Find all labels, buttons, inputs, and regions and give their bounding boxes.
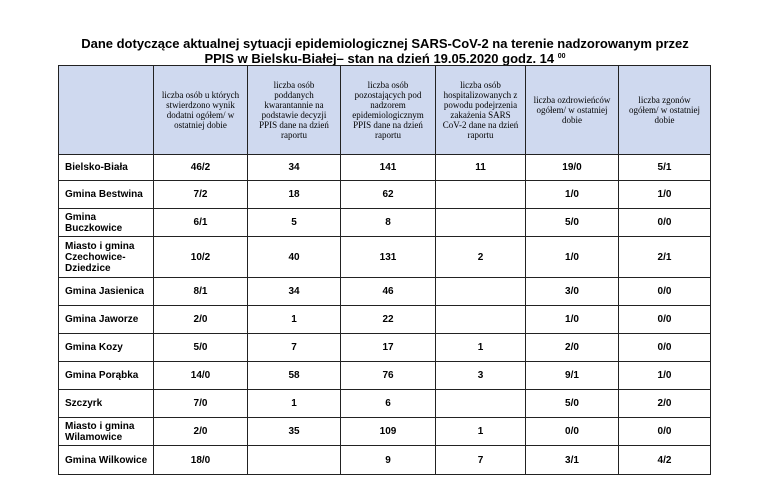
cell-recovered: 9/1 [526,362,619,390]
table-header-row [59,66,711,155]
cell-supervision: 22 [341,306,436,334]
header-deaths: liczba zgonów ogółem/ w ostatniej dobie [619,66,711,155]
cell-deaths: 0/0 [619,418,711,446]
cell-quarantine: 58 [248,362,341,390]
epidemiology-table [58,65,711,475]
cell-hospitalized [436,278,526,306]
cell-deaths: 0/0 [619,306,711,334]
report-time-superscript: 00 [557,53,566,60]
table-row [59,334,711,362]
cell-quarantine: 34 [248,155,341,181]
cell-recovered: 1/0 [526,237,619,278]
cell-deaths: 4/2 [619,446,711,475]
cell-quarantine: 1 [248,306,341,334]
cell-positive: 7/0 [154,390,248,418]
cell-supervision: 46 [341,278,436,306]
row-name: Bielsko-Biała [59,155,154,181]
cell-hospitalized: 7 [436,446,526,475]
cell-deaths: 0/0 [619,278,711,306]
cell-hospitalized: 3 [436,362,526,390]
table-row [59,418,711,446]
row-name: Gmina Jaworze [59,306,154,334]
cell-recovered: 2/0 [526,334,619,362]
row-name: Gmina Kozy [59,334,154,362]
cell-recovered: 5/0 [526,209,619,237]
cell-quarantine: 34 [248,278,341,306]
cell-recovered: 3/1 [526,446,619,475]
cell-quarantine: 40 [248,237,341,278]
row-name: Gmina Bestwina [59,181,154,209]
table-row [59,181,711,209]
header-hospitalized: liczba osób hospitalizowanych z powodu podejrzenia zakażenia SARS CoV-2 dane na dzień raportu [436,66,526,155]
header-supervision: liczba osób pozostających pod nadzorem epidemiologicznym PPIS dane na dzień raportu [341,66,436,155]
report-title-line-2-text: PPIS w Bielsku-Białej– stan na dzień 19.05.2020 godz. 14 [204,51,555,66]
table-row [59,446,711,475]
cell-deaths: 5/1 [619,155,711,181]
cell-deaths: 0/0 [619,334,711,362]
cell-recovered: 1/0 [526,306,619,334]
cell-supervision: 131 [341,237,436,278]
row-name: Gmina Wilkowice [59,446,154,475]
cell-recovered: 1/0 [526,181,619,209]
cell-recovered: 19/0 [526,155,619,181]
table-row [59,390,711,418]
cell-hospitalized [436,306,526,334]
cell-supervision: 109 [341,418,436,446]
row-name: Gmina Buczkowice [59,209,154,237]
report-title-line-1: Dane dotyczące aktualnej sytuacji epidemiologicznej SARS-CoV-2 na terenie nadzorowanym przez [81,36,689,51]
cell-hospitalized: 1 [436,334,526,362]
cell-quarantine: 7 [248,334,341,362]
cell-hospitalized: 2 [436,237,526,278]
cell-hospitalized: 11 [436,155,526,181]
cell-positive: 2/0 [154,418,248,446]
table-row [59,362,711,390]
report-title-line-2 [40,51,730,66]
table-row [59,237,711,278]
cell-quarantine: 5 [248,209,341,237]
cell-hospitalized: 1 [436,418,526,446]
header-recovered: liczba ozdrowieńców ogółem/ w ostatniej dobie [526,66,619,155]
header-positive-cases: liczba osób u których stwierdzono wynik dodatni ogółem/ w ostatniej dobie [154,66,248,155]
header-blank-cell [59,66,154,155]
cell-supervision: 8 [341,209,436,237]
cell-hospitalized [436,390,526,418]
cell-deaths: 1/0 [619,181,711,209]
cell-supervision: 6 [341,390,436,418]
cell-positive: 2/0 [154,306,248,334]
cell-deaths: 1/0 [619,362,711,390]
table-row [59,278,711,306]
cell-positive: 14/0 [154,362,248,390]
table-row [59,155,711,181]
cell-quarantine [248,446,341,475]
cell-recovered: 3/0 [526,278,619,306]
table-row [59,209,711,237]
cell-positive: 5/0 [154,334,248,362]
table-row [59,306,711,334]
cell-quarantine: 1 [248,390,341,418]
cell-positive: 10/2 [154,237,248,278]
row-name: Miasto i gmina Czechowice-Dziedzice [59,237,154,278]
cell-quarantine: 35 [248,418,341,446]
header-quarantine: liczba osób poddanych kwarantannie na podstawie decyzji PPIS dane na dzień raportu [248,66,341,155]
cell-deaths: 2/0 [619,390,711,418]
cell-positive: 8/1 [154,278,248,306]
cell-positive: 46/2 [154,155,248,181]
cell-supervision: 17 [341,334,436,362]
row-name: Gmina Porąbka [59,362,154,390]
cell-hospitalized [436,181,526,209]
cell-recovered: 0/0 [526,418,619,446]
cell-supervision: 76 [341,362,436,390]
report-title [40,36,730,66]
cell-hospitalized [436,209,526,237]
cell-positive: 7/2 [154,181,248,209]
row-name: Gmina Jasienica [59,278,154,306]
row-name: Szczyrk [59,390,154,418]
row-name: Miasto i gmina Wilamowice [59,418,154,446]
cell-positive: 18/0 [154,446,248,475]
cell-deaths: 2/1 [619,237,711,278]
cell-supervision: 141 [341,155,436,181]
cell-deaths: 0/0 [619,209,711,237]
cell-supervision: 9 [341,446,436,475]
cell-supervision: 62 [341,181,436,209]
cell-recovered: 5/0 [526,390,619,418]
cell-positive: 6/1 [154,209,248,237]
cell-quarantine: 18 [248,181,341,209]
